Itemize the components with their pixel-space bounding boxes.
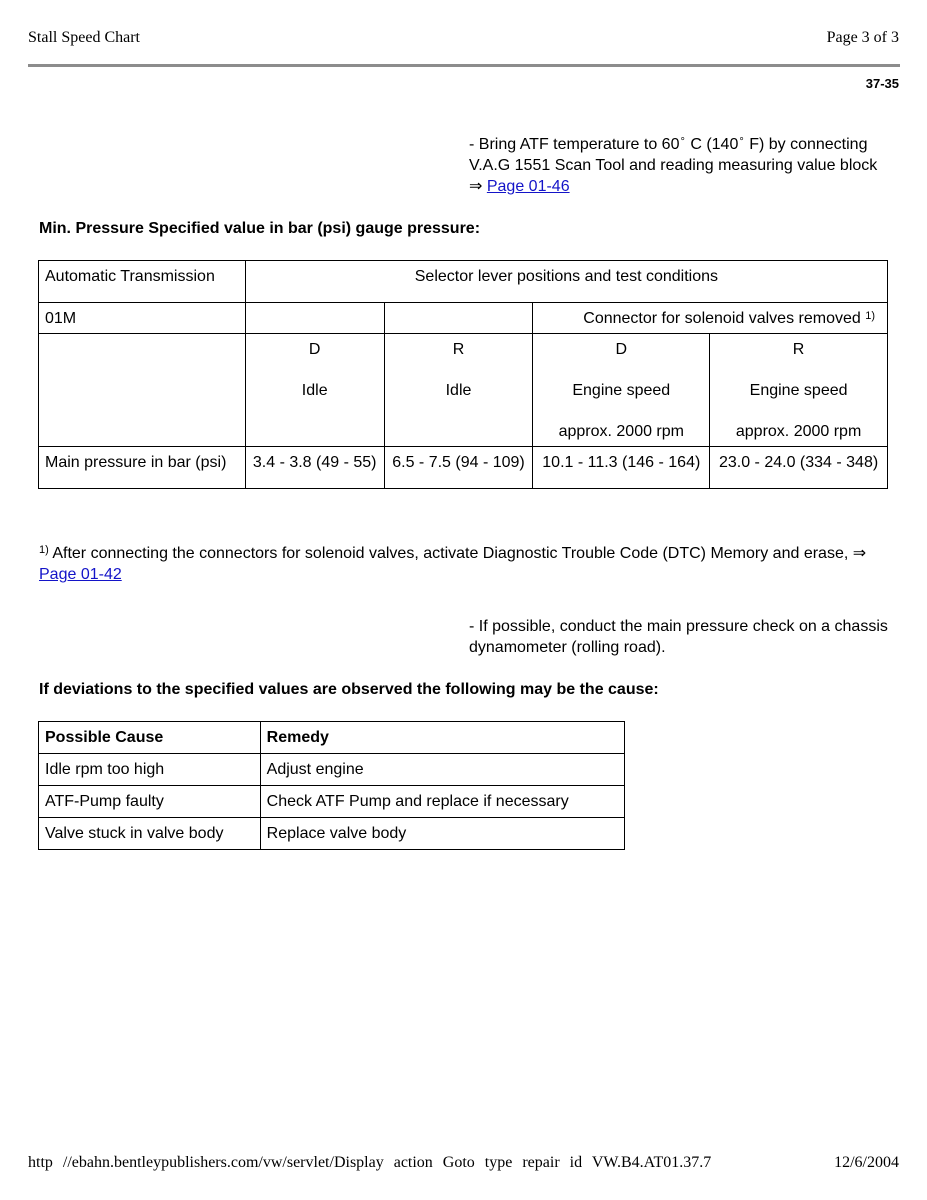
degree-symbol: ° [739,136,744,148]
possible-cause-table [38,721,625,850]
cause-cell: ATF-Pump faulty [39,786,261,818]
empty-cell [39,334,246,447]
footnote-ref: 1) [865,310,875,322]
connector-note-text: Connector for solenoid valves removed [583,310,861,327]
dynamometer-note: - If possible, conduct the main pressure check on a chassis dynamometer (rolling road). [469,618,888,656]
remedy-cell: Replace valve body [260,818,624,850]
arrow-icon: ⇒ [469,178,483,195]
condition-cell [533,334,710,447]
pressure-value: 6.5 - 7.5 (94 - 109) [384,447,533,489]
table-row [39,818,625,850]
test-condition: Engine speed [749,382,848,399]
condition-cell [245,334,384,447]
test-condition: Idle [301,382,328,399]
lever-position: D [615,341,628,358]
pressure-value: 10.1 - 11.3 (146 - 164) [533,447,710,489]
model-cell: 01M [39,303,246,334]
header-divider [28,64,900,67]
print-page-indicator: Page 3 of 3 [826,29,899,46]
lever-position: R [452,341,465,358]
engine-rpm: approx. 2000 rpm [735,423,862,440]
test-condition: Engine speed [572,382,671,399]
degree-symbol: ° [680,136,685,148]
pressure-value: 3.4 - 3.8 (49 - 55) [245,447,384,489]
condition-cell [710,334,888,447]
print-footer-url: http //ebahn.bentleypublishers.com/vw/servlet/Display action Goto type repair id VW.B4.AT01.37.7 [28,1154,712,1171]
intro-text-3: F) by connecting V.A.G 1551 Scan Tool and reading measuring value block [469,136,878,174]
page-01-46-link[interactable]: Page 01-46 [486,178,570,195]
footnote [39,543,899,585]
remedy-cell: Check ATF Pump and replace if necessary [260,786,624,818]
atf-temperature-instruction [469,134,889,197]
connector-note-cell [533,303,888,334]
cause-cell: Idle rpm too high [39,754,261,786]
footnote-marker: 1) [39,544,49,556]
deviation-heading: If deviations to the specified values are observed the following may be the cause: [39,681,659,698]
min-pressure-heading: Min. Pressure Specified value in bar (psi) gauge pressure: [39,220,481,237]
print-header-title: Stall Speed Chart [28,29,140,46]
section-number: 37-35 [865,76,899,91]
arrow-icon: ⇒ [852,545,867,562]
lever-position: D [308,341,321,358]
header-possible-cause: Possible Cause [39,722,261,754]
print-footer-date: 12/6/2004 [834,1154,899,1171]
pressure-value: 23.0 - 24.0 (334 - 348) [710,447,888,489]
remedy-cell: Adjust engine [260,754,624,786]
main-pressure-label: Main pressure in bar (psi) [39,447,246,489]
header-remedy: Remedy [260,722,624,754]
header-selector-lever: Selector lever positions and test conditions [245,261,887,303]
empty-cell [245,303,384,334]
footnote-text: After connecting the connectors for solenoid valves, activate Diagnostic Trouble Code (DTC) Memory and erase, [48,545,853,562]
page-01-42-link[interactable]: Page 01-42 [39,566,122,583]
header-automatic-transmission: Automatic Transmission [39,261,246,303]
intro-text-2: C (140 [685,136,739,153]
table-row [39,754,625,786]
lever-position: R [792,341,805,358]
main-pressure-table [38,260,888,489]
condition-cell [384,334,533,447]
intro-text-1: - Bring ATF temperature to 60 [469,136,680,153]
engine-rpm: approx. 2000 rpm [558,423,684,440]
empty-cell [384,303,533,334]
test-condition: Idle [445,382,472,399]
table-row [39,786,625,818]
cause-cell: Valve stuck in valve body [39,818,261,850]
